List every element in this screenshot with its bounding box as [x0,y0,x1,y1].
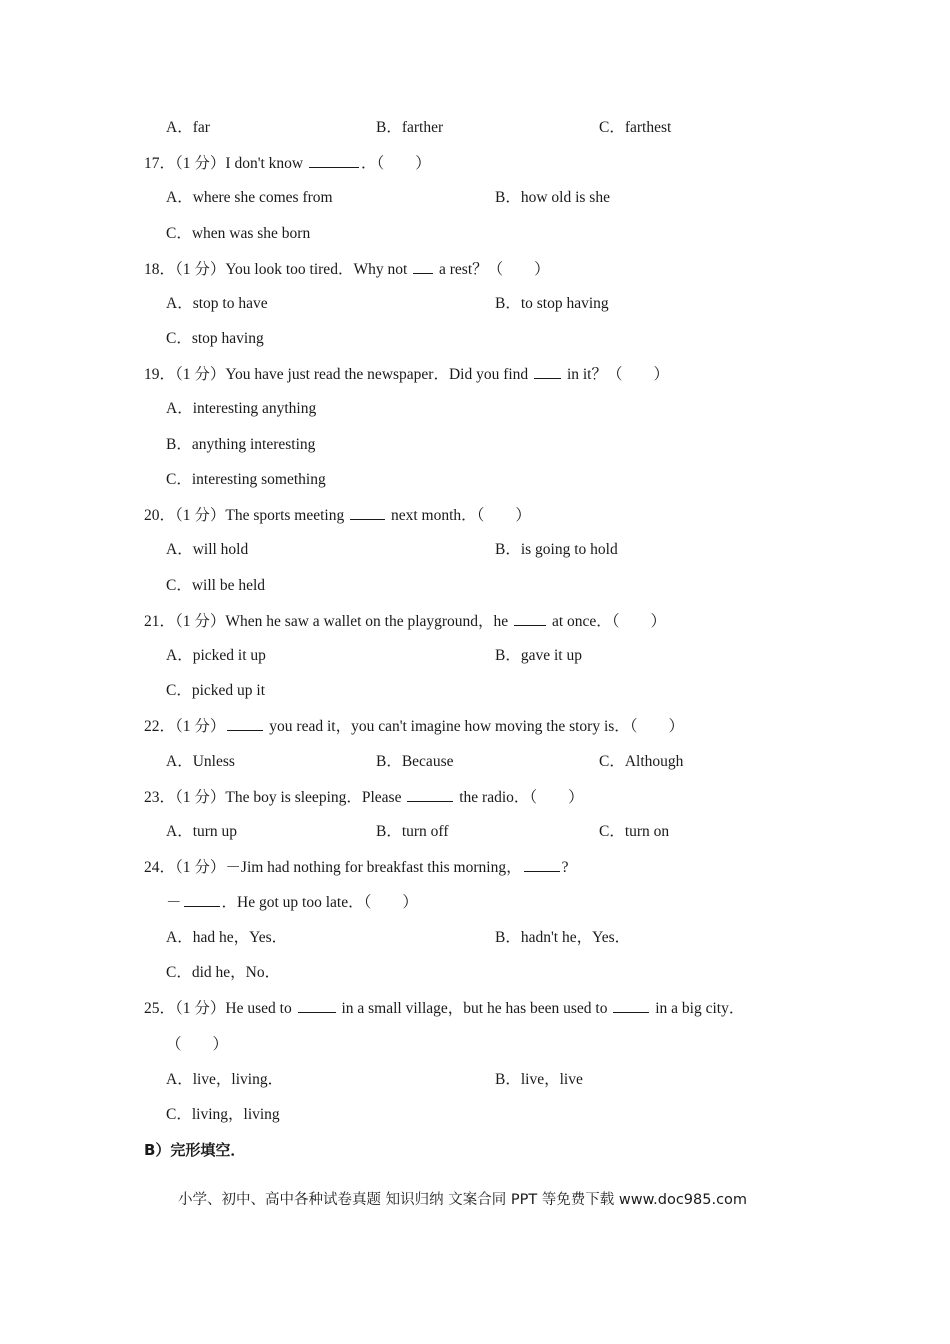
question-score: （1 分） [175,507,226,524]
question-number: 25． [144,1000,176,1017]
q17-option-a: A．where she comes from [166,189,333,206]
answer-blank [350,505,385,520]
q16-option-a: A．far [166,119,210,136]
answer-blank [227,716,263,731]
q24-option-b: B．hadn't he，Yes． [495,929,631,946]
q18-option-c: C．stop having [166,330,264,347]
answer-blank [413,259,433,274]
q19-option-a: A．interesting anything [166,400,317,417]
question-24 [144,857,568,878]
question-text-after: ? [561,859,569,876]
section-heading: B）完形填空． [144,1141,246,1159]
q21-option-b: B．gave it up [495,647,582,664]
q22-option-a: A．Unless [166,753,235,770]
answer-blank [613,998,649,1013]
question-text: You have just read the newspaper．Did you find [225,366,529,383]
q19-option-b: B．anything interesting [166,436,316,453]
q22-option-c: C．Although [599,753,684,770]
q25-option-b: B．live，live [495,1071,583,1088]
question-score: （1 分） [175,718,226,735]
question-text: I don't know [225,155,304,172]
question-text-after: the radio．（ ） [459,789,584,806]
q17-option-c: C．when was she born [166,225,311,242]
q25-option-a: A．live，living． [166,1071,284,1088]
q18-option-b: B．to stop having [495,295,609,312]
question-22 [144,716,684,737]
question-text: You look too tired．Why not [225,261,408,278]
question-text-after: ．He got up too late．（ ） [221,894,418,911]
question-score: （1 分） [175,155,226,172]
question-number: 23． [144,789,176,806]
question-17 [144,153,431,174]
question-text: The boy is sleeping．Please [225,789,402,806]
question-text-middle: in a small village，but he has been used to [341,1000,608,1017]
question-text: When he saw a wallet on the playground，he [225,613,509,630]
question-text: He used to [225,1000,292,1017]
answer-blank [298,998,336,1013]
q23-option-c: C．turn on [599,823,670,840]
question-number: 22． [144,718,176,735]
dialogue-dash: － [166,894,182,911]
q16-option-b: B．farther [376,119,444,136]
question-score: （1 分） [175,789,226,806]
answer-blank [514,611,546,626]
question-21 [144,611,666,632]
q20-option-c: C．will be held [166,577,266,594]
q25-option-c: C．living，living [166,1106,280,1123]
q24-option-c: C．did he，No． [166,964,281,981]
answer-blank [309,153,359,168]
question-number: 18． [144,261,176,278]
question-text: －Jim had nothing for breakfast this morning， [225,859,522,876]
question-18 [144,259,550,280]
question-24-line2 [166,892,418,913]
q20-option-a: A．will hold [166,541,249,558]
answer-blank [184,892,220,907]
question-number: 21． [144,613,176,630]
q20-option-b: B．is going to hold [495,541,618,558]
q24-option-a: A．had he，Yes． [166,929,288,946]
question-score: （1 分） [175,859,226,876]
answer-blank [534,364,561,379]
q23-option-a: A．turn up [166,823,238,840]
question-25 [144,998,744,1019]
question-number: 20． [144,507,176,524]
question-number: 19． [144,366,176,383]
q17-option-b: B．how old is she [495,189,610,206]
question-19 [144,364,669,385]
question-text-after: in it？（ ） [566,366,669,383]
question-text-after: a rest？（ ） [439,261,550,278]
answer-parentheses: （ ） [166,1036,229,1053]
q19-option-c: C．interesting something [166,471,326,488]
q21-option-c: C．picked up it [166,682,266,699]
q23-option-b: B．turn off [376,823,449,840]
question-score: （1 分） [175,366,226,383]
question-score: （1 分） [175,1000,226,1017]
answer-blank [524,857,560,872]
question-20 [144,505,531,526]
question-text-after: you read it，you can't imagine how moving the story is．（ ） [269,718,685,735]
q18-option-a: A．stop to have [166,295,268,312]
page-footer: 小学、初中、高中各种试卷真题 知识归纳 文案合同 PPT 等免费下载 www.doc985.com [178,1192,748,1208]
question-score: （1 分） [175,261,226,278]
question-text-after: next month．（ ） [390,507,531,524]
q22-option-b: B．Because [376,753,454,770]
q16-option-c: C．farthest [599,119,672,136]
question-score: （1 分） [175,613,226,630]
q21-option-a: A．picked it up [166,647,266,664]
answer-blank [407,787,453,802]
question-number: 24． [144,859,176,876]
question-number: 17． [144,155,176,172]
question-text-after: ．（ ） [361,155,431,172]
question-text: The sports meeting [225,507,345,524]
question-23 [144,787,584,808]
question-text-after: at once．（ ） [551,613,667,630]
question-text-after: in a big city． [655,1000,745,1017]
